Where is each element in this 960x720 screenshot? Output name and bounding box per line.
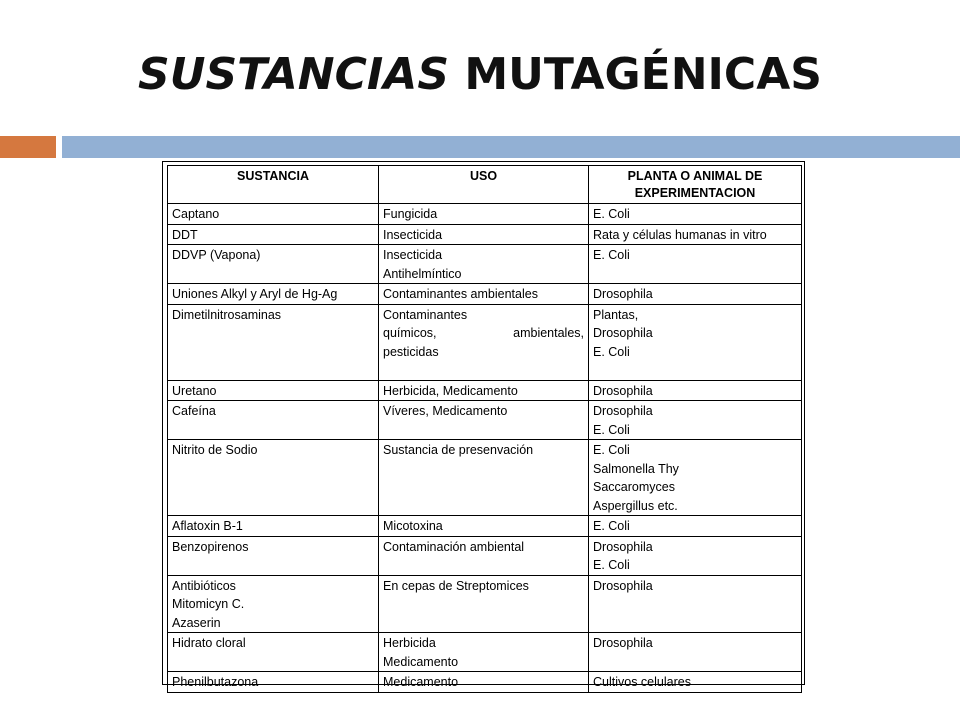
cell-planta-line: Aspergillus etc. [593,498,678,513]
cell-uso [379,633,589,672]
cell-planta [589,304,802,380]
cell-uso [379,204,589,225]
cell-planta-line: E. Coli [593,422,630,437]
cell-uso-line: Antihelmíntico [383,266,462,281]
cell-planta [589,245,802,284]
cell-planta [589,204,802,225]
cell-uso-line: pesticidas [383,344,439,359]
cell-uso [379,536,589,575]
cell-uso [379,245,589,284]
table-row [168,245,802,284]
cell-planta-line: Cultivos celulares [593,675,691,689]
table-row [168,633,802,672]
cell-uso [379,380,589,401]
table-row [168,204,802,225]
cell-uso [379,401,589,440]
title-part-2: MUTAGÉNICAS [464,49,822,100]
cell-planta-line: Drosophila [593,326,653,340]
cell-uso-line: Sustancia de presenvación [383,443,534,457]
cell-sustancia-line: Aflatoxin B-1 [172,519,243,533]
cell-planta-line: Drosophila [593,539,653,554]
table-row [168,401,802,440]
cell-planta [589,672,802,693]
cell-uso-line: Herbicida, Medicamento [383,383,518,398]
cell-uso-line: Insecticida [383,227,443,242]
header-uso: USO [379,166,589,204]
cell-planta-line: Drosophila [593,383,653,398]
cell-sustancia-line: Uniones Alkyl y Aryl de Hg-Ag [172,287,338,301]
cell-uso-line: Medicamento [383,654,459,669]
table-row [168,284,802,305]
cell-uso-line: Fungicida [383,207,438,221]
cell-sustancia [168,204,379,225]
header-planta [589,166,802,204]
cell-uso [379,575,589,633]
cell-planta-line: Saccaromyces [593,480,675,494]
cell-planta [589,575,802,633]
cell-uso [379,304,589,380]
cell-uso [379,440,589,516]
cell-sustancia [168,516,379,537]
table-body [168,204,802,693]
cell-sustancia-line: Azaserin [172,615,221,630]
table-row [168,440,802,516]
cell-sustancia [168,633,379,672]
table-row [168,380,802,401]
cell-planta [589,633,802,672]
cell-sustancia-line: Mitomicyn C. [172,597,245,611]
cell-sustancia-line: Phenilbutazona [172,675,259,689]
cell-sustancia [168,575,379,633]
table-header-row [168,166,802,204]
header-sustancia: SUSTANCIA [168,166,379,204]
accent-bar-orange [0,136,56,158]
cell-uso-line: Víveres, Medicamento [383,404,508,418]
cell-planta [589,440,802,516]
cell-planta-line: E. Coli [593,519,630,533]
cell-uso-line: Contaminación ambiental [383,539,525,554]
cell-sustancia [168,401,379,440]
cell-planta-line: Rata y células humanas in vitro [593,227,767,242]
cell-sustancia [168,245,379,284]
cell-uso [379,516,589,537]
title-part-1: SUSTANCIAS [138,49,450,100]
table-row [168,224,802,245]
cell-planta-line: Drosophila [593,287,653,301]
cell-uso-line: Micotoxina [383,519,443,533]
cell-sustancia-line: Nitrito de Sodio [172,443,258,457]
table-row [168,516,802,537]
cell-planta-line: E. Coli [593,248,630,262]
cell-uso-line: Herbicida [383,636,436,650]
accent-bar-blue [62,136,960,158]
cell-sustancia-line: Hidrato cloral [172,636,246,650]
cell-planta [589,401,802,440]
table-row [168,304,802,380]
cell-planta-line: E. Coli [593,207,630,221]
cell-planta [589,516,802,537]
cell-sustancia [168,224,379,245]
cell-uso-line: Medicamento [383,675,459,689]
cell-planta-line: Drosophila [593,578,653,593]
cell-uso [379,672,589,693]
cell-planta [589,224,802,245]
cell-planta-line: Plantas, [593,307,639,322]
cell-sustancia-line: Benzopirenos [172,539,249,554]
cell-sustancia-line: DDT [172,227,198,242]
cell-uso [379,284,589,305]
cell-uso [379,224,589,245]
table-row [168,575,802,633]
cell-sustancia [168,380,379,401]
cell-uso-line: Contaminantes ambientales [383,287,538,301]
cell-planta-line: Drosophila [593,404,653,418]
cell-sustancia [168,672,379,693]
cell-planta-line: E. Coli [593,558,630,572]
cell-planta [589,380,802,401]
cell-uso-line: químicos, ambientales, [383,326,584,340]
cell-sustancia [168,284,379,305]
cell-uso-line: En cepas de Streptomices [383,578,529,593]
cell-sustancia-line: Captano [172,207,220,221]
cell-planta [589,284,802,305]
cell-sustancia [168,536,379,575]
cell-uso-line: Contaminantes [383,307,468,322]
cell-sustancia-line: DDVP (Vapona) [172,248,261,262]
page-title [0,42,960,108]
cell-planta-line: E. Coli [593,443,630,457]
cell-sustancia-line: Uretano [172,383,217,398]
mutagen-table [167,165,802,693]
cell-sustancia-line: Dimetilnitrosaminas [172,307,282,322]
table-row [168,536,802,575]
cell-uso-line: Insecticida [383,248,443,262]
cell-sustancia [168,304,379,380]
cell-sustancia-line: Cafeína [172,404,216,418]
cell-planta [589,536,802,575]
cell-planta-line: Drosophila [593,636,653,650]
table-row [168,672,802,693]
cell-sustancia [168,440,379,516]
header-planta-text: PLANTA O ANIMAL DE EXPERIMENTACION [627,169,763,200]
cell-planta-line: Salmonella Thy [593,461,679,476]
cell-planta-line: E. Coli [593,344,630,359]
cell-sustancia-line: Antibióticos [172,578,236,593]
